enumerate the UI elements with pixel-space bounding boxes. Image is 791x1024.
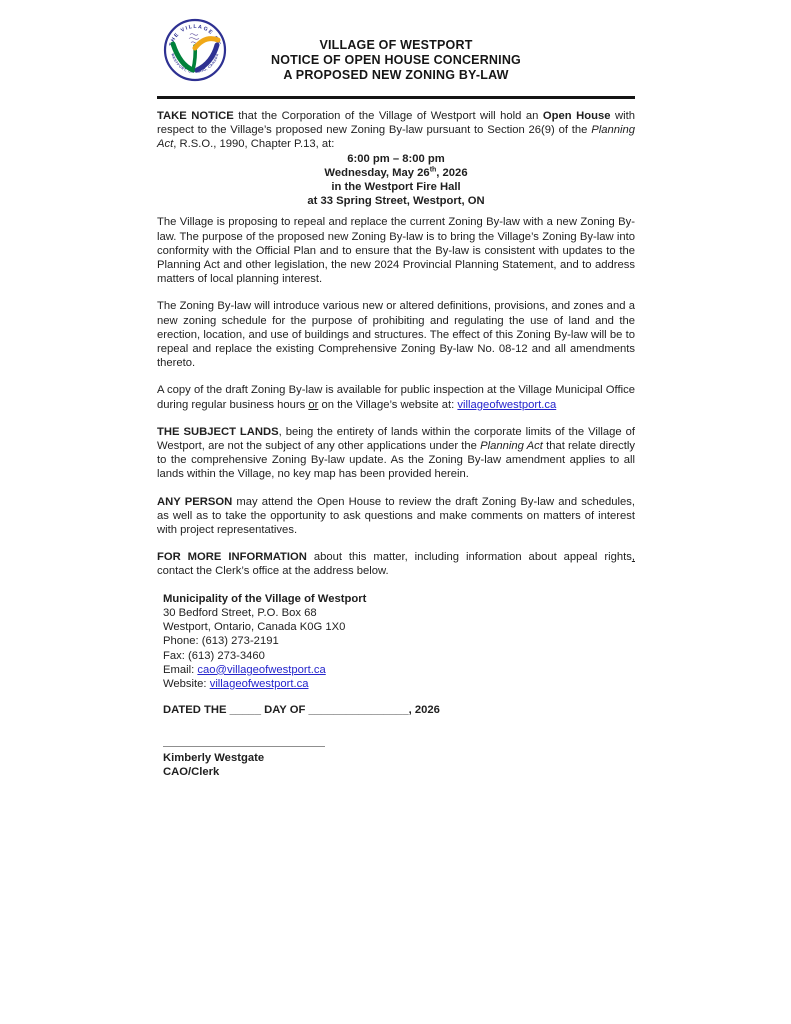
text-segment: Planning Act bbox=[157, 124, 635, 151]
document-title-block bbox=[157, 14, 635, 83]
hyperlink[interactable]: villageofwestport.ca bbox=[457, 398, 557, 411]
text-segment: on the Village’s website at: bbox=[318, 398, 458, 411]
text-segment: may attend the Open House to review the draft Zoning By-law and schedules, as well as to take the opportunity to ask questions and make comments on matters of interest with project representatives. bbox=[157, 495, 635, 537]
event-details-block bbox=[157, 152, 635, 209]
header-divider bbox=[157, 96, 635, 99]
event-time: 6:00 pm – 8:00 pm bbox=[347, 152, 445, 165]
paragraph-more-information bbox=[157, 550, 635, 578]
contact-email-row bbox=[163, 663, 635, 677]
contact-phone: Phone: (613) 273-2191 bbox=[163, 635, 279, 648]
title-line-3: A PROPOSED NEW ZONING BY-LAW bbox=[283, 68, 509, 82]
text-segment: or bbox=[308, 398, 319, 411]
contact-block bbox=[163, 592, 635, 691]
text-segment: , bbox=[631, 551, 635, 564]
paragraph-take-notice bbox=[157, 109, 635, 152]
email-link[interactable]: cao@villageofwestport.ca bbox=[197, 663, 326, 676]
website-link[interactable]: villageofwestport.ca bbox=[209, 677, 309, 690]
email-label: Email: bbox=[163, 663, 198, 676]
contact-website-row bbox=[163, 677, 635, 691]
text-segment: , R.S.O., 1990, Chapter P.13, at: bbox=[173, 138, 335, 151]
text-segment: , being the entirety of lands within the corporate limits of the Village of Westport, are not the subject of any other applications under the bbox=[157, 425, 635, 453]
event-venue: in the Westport Fire Hall bbox=[331, 181, 461, 194]
text-segment: that relate directly to the comprehensive Zoning By-law update. As the Zoning By-law amendment applies to all lands within the Village, no key map has been provided herein. bbox=[157, 440, 636, 481]
text-segment: , 2026 bbox=[436, 166, 468, 179]
text-segment: ANY PERSON bbox=[157, 495, 233, 508]
text-segment: A copy of the draft Zoning By-law is available for public inspection at the Village Municipal Office during regular business hours bbox=[157, 384, 635, 411]
dated-line: DATED THE _____ DAY OF ________________, 2026 bbox=[163, 704, 440, 717]
signatory-name: Kimberly Westgate bbox=[163, 752, 265, 765]
text-segment: FOR MORE INFORMATION bbox=[157, 551, 307, 564]
website-label: Website: bbox=[163, 677, 210, 690]
text-segment: th bbox=[429, 166, 437, 174]
contact-street: 30 Bedford Street, P.O. Box 68 bbox=[163, 606, 317, 619]
document-header bbox=[157, 14, 635, 84]
text-segment: Planning Act bbox=[480, 440, 543, 453]
signatory-title: CAO/Clerk bbox=[163, 766, 220, 779]
text-segment: Open House bbox=[542, 110, 611, 122]
text-segment: Wednesday, May 26 bbox=[324, 166, 430, 179]
contact-fax: Fax: (613) 273-3460 bbox=[163, 649, 265, 662]
paragraph-bylaw-effect: The Zoning By-law will introduce various new or altered definitions, provisions, and zones and a new zoning schedule for the purpose of prohibiting and regulating the use of land and the erection, location, and use of buildings and structures. The effect of this Zoning By-law will be to repeal and replace the existing Comprehensive Zoning By-law No. 08-12 and all amendments thereto. bbox=[157, 300, 635, 370]
title-line-2: NOTICE OF OPEN HOUSE CONCERNING bbox=[271, 53, 521, 67]
text-segment: about this matter, including information about appeal rights bbox=[306, 551, 632, 564]
logo-bottom-arc-text: WESTPORT, ONTARIO, CANADA bbox=[170, 52, 220, 75]
event-address: at 33 Spring Street, Westport, ON bbox=[307, 195, 485, 208]
contact-city: Westport, Ontario, Canada K0G 1X0 bbox=[163, 621, 346, 634]
paragraph-proposal-purpose: The Village is proposing to repeal and replace the current Zoning By-law with a new Zoning By-law. The purpose of the proposed new Zoning By-law is to bring the Village’s Zoning By-law into conformity with the Official Plan and to ensure that the By-law is consistent with updates to the Planning Act and other legislation, the new 2024 Provincial Planning Statement, and to address matters of local planning interest. bbox=[157, 216, 635, 286]
text-segment: with respect to the Village’s proposed new Zoning By-law pursuant to Section 26(9) of the bbox=[157, 110, 635, 137]
contact-name: Municipality of the Village of Westport bbox=[163, 592, 367, 605]
paragraph-draft-availability bbox=[157, 383, 635, 411]
title-line-1: VILLAGE OF WESTPORT bbox=[319, 38, 473, 52]
signature-line bbox=[163, 746, 325, 747]
event-date bbox=[157, 166, 635, 180]
village-of-westport-seal-icon bbox=[163, 18, 227, 82]
document-content bbox=[157, 14, 635, 780]
logo-top-arc-text: THE VILLAGE OF bbox=[168, 23, 222, 48]
text-segment: that the Corporation of the Village of Westport will hold an bbox=[233, 110, 543, 122]
signature-block bbox=[163, 746, 635, 779]
paragraph-any-person bbox=[157, 495, 635, 538]
text-segment: contact the Clerk’s office at the address below. bbox=[157, 565, 389, 578]
paragraph-subject-lands bbox=[157, 425, 635, 482]
text-segment: THE SUBJECT LANDS bbox=[157, 425, 279, 438]
text-segment: TAKE NOTICE bbox=[157, 110, 234, 122]
